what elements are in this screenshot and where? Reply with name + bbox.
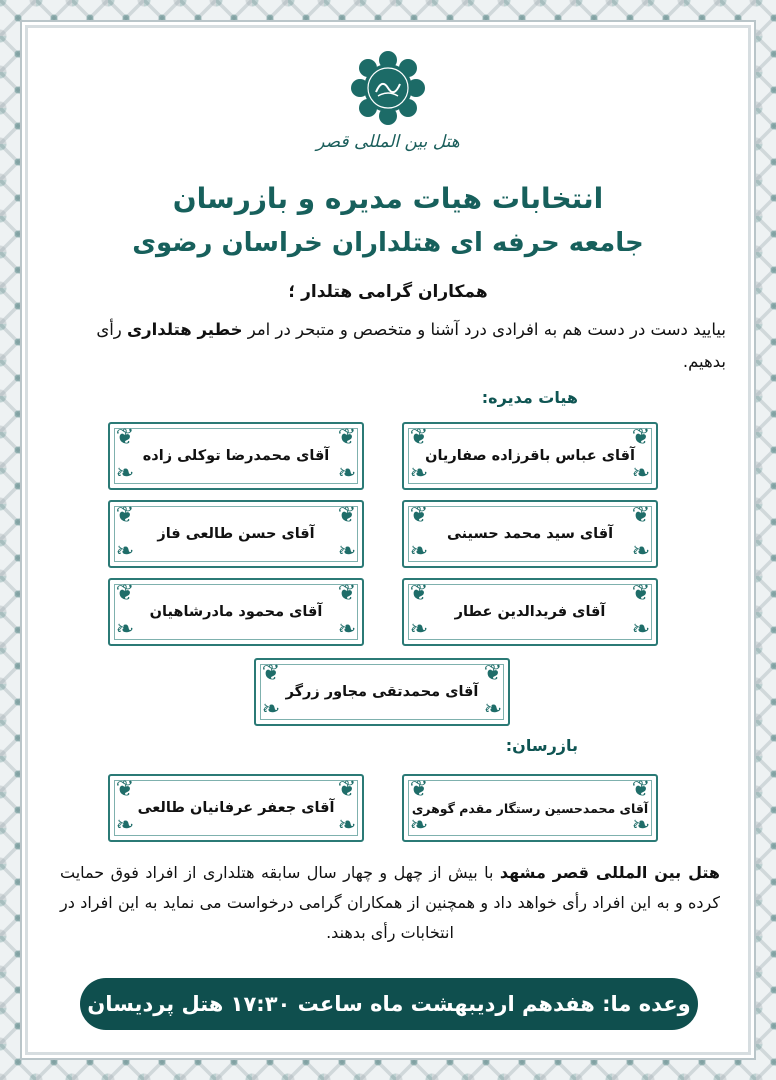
ornament-icon: ❧ [631,461,651,486]
ornament-icon: ❧ [115,461,135,486]
inspectors-heading: بازرسان: [505,736,578,755]
ornament-icon: ❧ [261,697,281,722]
page-subtitle: جامعه حرفه ای هتلداران خراسان رضوی [132,228,644,258]
poster-card [28,28,748,1052]
appointment-banner: وعده ما: هفدهم اردیبهشت ماه ساعت ۱۷:۳۰ هتل پردیسان [80,978,698,1030]
ornament-icon: ❦ [631,503,651,528]
ornament-icon: ❧ [631,813,651,838]
board-member-name: آقای محمدتقی مجاور زرگر [285,684,479,700]
ornament-icon: ❦ [261,661,281,686]
hotel-logo-script: هتل بین المللی قصر [316,132,460,152]
page-title: انتخابات هیات مدیره و بازرسان [172,182,604,215]
hotel-logo-emblem-icon [348,48,428,128]
ornament-icon: ❧ [483,697,503,722]
board-member-name: آقای محمود مادرشاهیان [149,604,323,620]
ornament-icon: ❧ [409,539,429,564]
ornament-icon: ❦ [409,503,429,528]
ornament-icon: ❧ [115,813,135,838]
ornament-icon: ❦ [115,425,135,450]
ornament-icon: ❦ [337,777,357,802]
ornament-icon: ❦ [483,661,503,686]
board-member-card [402,422,658,490]
intro-text: بیایید دست در دست هم به افرادی درد آشنا و متخصص و متبحر در امر [247,320,726,339]
ornament-icon: ❧ [409,461,429,486]
intro-paragraph [66,314,726,378]
ornament-icon: ❧ [337,539,357,564]
intro-tail: رأی بدهیم. [96,320,726,371]
board-member-name: آقای فریدالدین عطار [454,604,606,620]
greeting: همکاران گرامی هتلدار ؛ [288,282,488,302]
board-member-name: آقای عباس باقرزاده صفاریان [425,448,635,464]
closing-paragraph [60,858,720,948]
ornament-icon: ❦ [337,503,357,528]
ornament-icon: ❧ [631,539,651,564]
ornament-icon: ❦ [409,777,429,802]
ornament-icon: ❧ [631,617,651,642]
board-member-card [108,422,364,490]
ornament-icon: ❦ [337,581,357,606]
ornament-icon: ❦ [115,503,135,528]
ornament-icon: ❦ [337,425,357,450]
board-member-card [402,500,658,568]
ornament-icon: ❧ [115,617,135,642]
ornament-icon: ❧ [337,813,357,838]
ornament-icon: ❧ [337,461,357,486]
inspector-card [108,774,364,842]
inspector-name: آقای جعفر عرفانیان طالعی [137,800,335,816]
ornament-icon: ❧ [409,617,429,642]
board-member-card [254,658,510,726]
ornament-icon: ❧ [337,617,357,642]
board-member-name: آقای محمدرضا توکلی زاده [142,448,330,464]
ornament-icon: ❦ [631,425,651,450]
board-member-name: آقای حسن طالعی فاز [157,526,315,542]
board-member-name: آقای سید محمد حسینی [446,526,614,542]
board-member-card [402,578,658,646]
ornament-icon: ❦ [115,777,135,802]
board-heading: هیات مدیره: [481,388,578,407]
ornament-icon: ❧ [409,813,429,838]
ornament-icon: ❦ [631,581,651,606]
inspector-card [402,774,658,842]
closing-text: با بیش از چهل و چهار سال سابقه هتلداری از افراد فوق حمایت کرده و به این افراد رأی خواهد داد و همچنین از همکاران گرامی درخواست می نماید به این افراد در انتخابات رأی بدهند. [60,863,720,942]
ornament-icon: ❦ [409,581,429,606]
intro-bold: خطیر هتلداری [127,320,243,339]
board-member-card [108,578,364,646]
board-member-card [108,500,364,568]
ornament-icon: ❧ [115,539,135,564]
ornament-icon: ❦ [115,581,135,606]
inspector-name: آقای محمدحسین رستگار مقدم گوهری [411,800,649,816]
ornament-icon: ❦ [631,777,651,802]
closing-bold: هتل بین المللی قصر مشهد [499,863,721,882]
ornament-icon: ❦ [409,425,429,450]
